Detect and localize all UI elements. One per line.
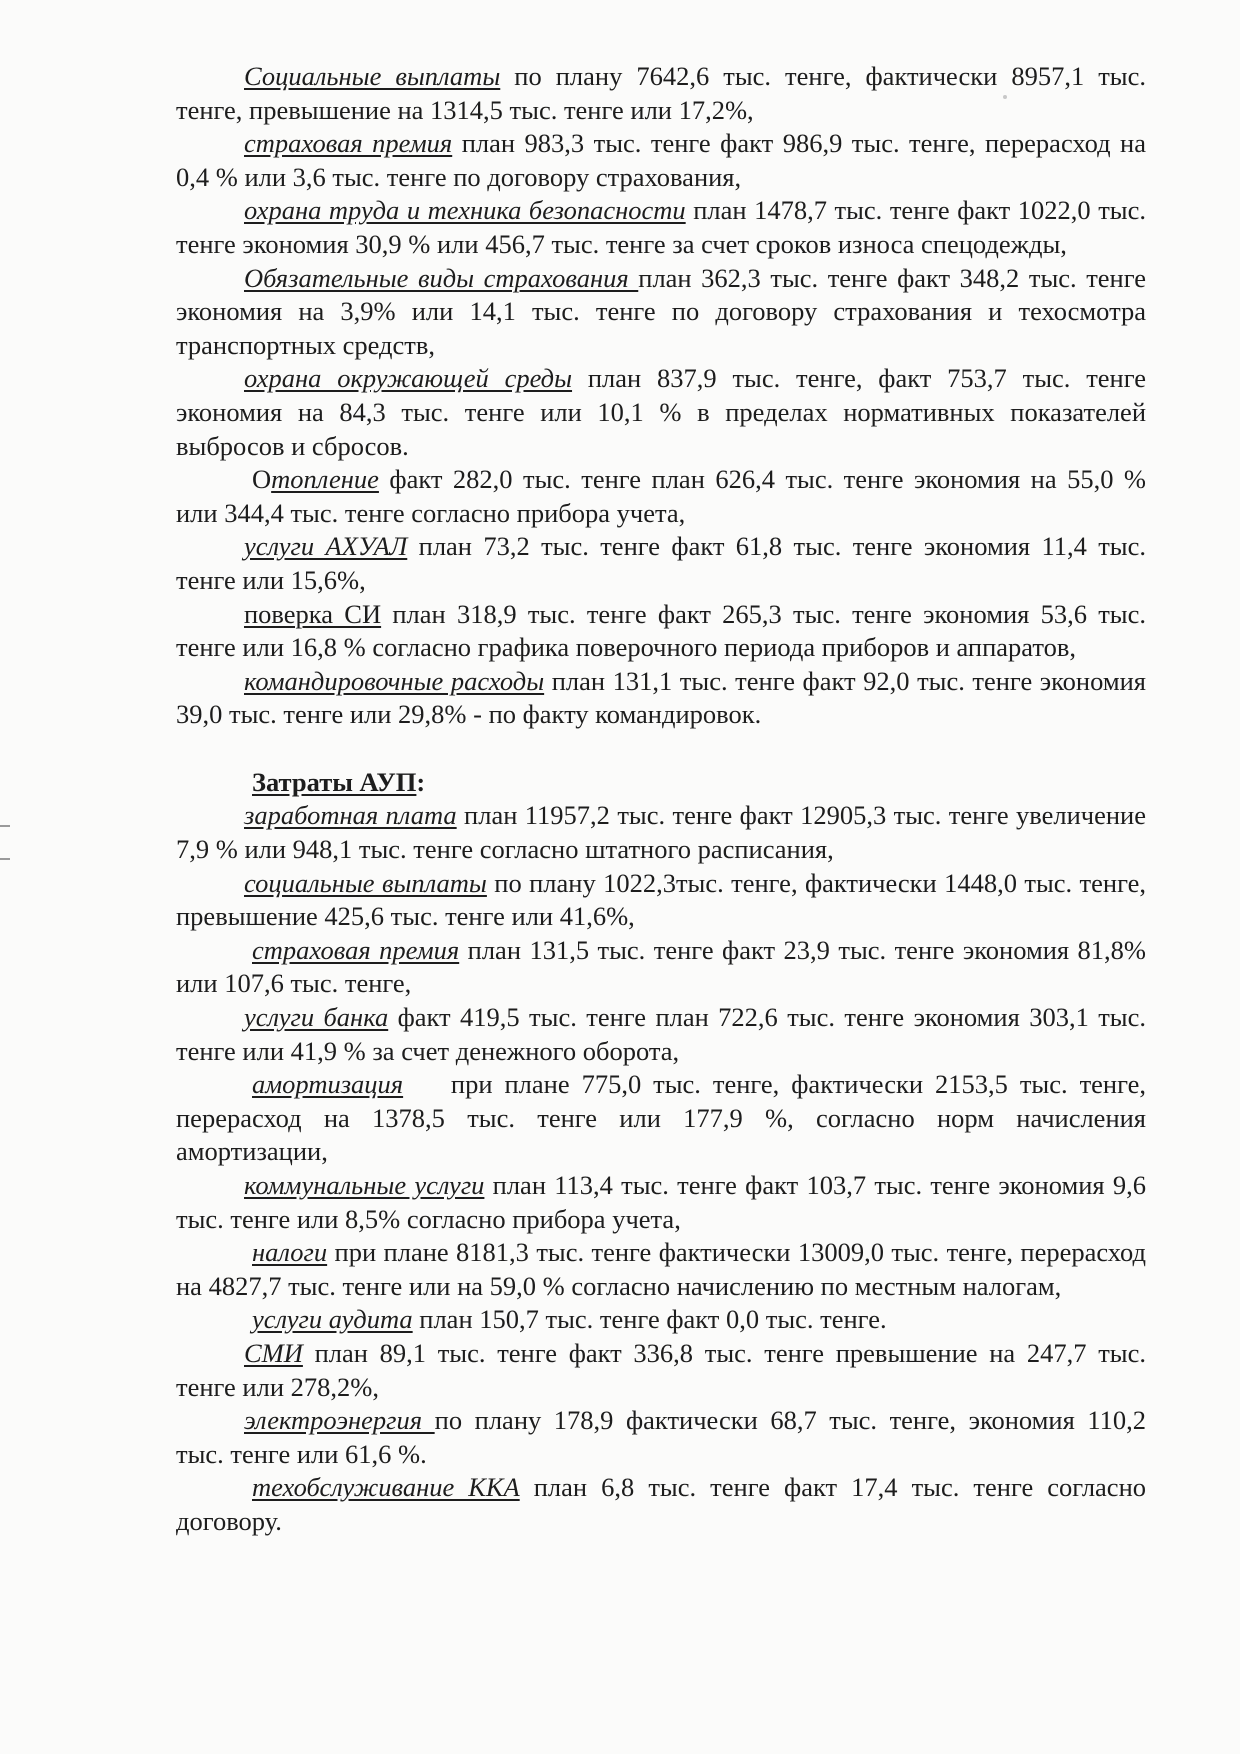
scan-edge-mark	[0, 858, 10, 860]
document-body	[176, 60, 1153, 1539]
item-label: услуги аудита	[252, 1304, 413, 1335]
item-text: план 1478,7 тыс. тенге факт 1022,0 тыс. тенге экономия 30,9 % или 456,7 тыс. тенге за счет сроков износа спецодежды,	[176, 195, 1146, 259]
item-text: план 113,4 тыс. тенге факт 103,7 тыс. тенге экономия 9,6 тыс. тенге или 8,5% согласно прибора учета,	[176, 1170, 1146, 1234]
item-label: коммунальные услуги	[244, 1170, 485, 1200]
item-label: страховая премия	[244, 128, 453, 159]
paragraph-mandatory-insurance	[176, 262, 1146, 363]
item-label: услуги АХУАЛ	[244, 531, 408, 562]
section-gap	[176, 732, 1146, 766]
paragraph-media	[176, 1337, 1146, 1404]
item-text: план 131,5 тыс. тенге факт 23,9 тыс. тенге экономия 81,8% или 107,6 тыс. тенге,	[176, 934, 1146, 999]
paragraph-electricity	[176, 1404, 1146, 1471]
item-label: Социальные выплаты	[244, 61, 501, 91]
paragraph-audit-services	[176, 1303, 1146, 1337]
item-label: СМИ	[244, 1337, 303, 1368]
paragraph-social-payments	[176, 60, 1146, 127]
item-text: план 89,1 тыс. тенге факт 336,8 тыс. тенге превышение на 247,7 тыс. тенге или 278,2%,	[176, 1337, 1146, 1402]
paragraph-taxes	[176, 1236, 1146, 1303]
item-text: по плану 1022,3тыс. тенге, фактически 1448,0 тыс. тенге, превышение 425,6 тыс. тенге или 41,6%,	[176, 867, 1146, 932]
item-label: поверка СИ	[244, 598, 382, 629]
item-label: заработная плата	[244, 800, 457, 831]
section-heading	[176, 766, 1146, 800]
item-label: страховая премия	[252, 934, 460, 965]
item-text: план 318,9 тыс. тенге факт 265,3 тыс. тенге экономия 53,6 тыс. тенге или 16,8 % согласно графика поверочного периода приборов и аппаратов,	[176, 598, 1146, 663]
paragraph-salary	[176, 799, 1146, 866]
paragraph-kka-maintenance	[176, 1471, 1146, 1538]
item-text: при плане 8181,3 тыс. тенге фактически 13009,0 тыс. тенге, перерасход на 4827,7 тыс. тенге или на 59,0 % согласно начислению по местным налогам,	[176, 1237, 1146, 1301]
paragraph-verification	[176, 598, 1146, 665]
item-text: факт 419,5 тыс. тенге план 722,6 тыс. тенге экономия 303,1 тыс. тенге или 41,9 % за счет денежного оборота,	[176, 1002, 1146, 1066]
item-label: техобслуживание ККА	[252, 1472, 520, 1503]
item-text: факт 282,0 тыс. тенге план 626,4 тыс. тенге экономия на 55,0 % или 344,4 тыс. тенге согласно прибора учета,	[176, 464, 1146, 528]
item-text: при плане 775,0 тыс. тенге, фактически 2153,5 тыс. тенге, перерасход на 1378,5 тыс. тенге или 177,9 %, согласно норм начисления амортизации,	[176, 1069, 1153, 1167]
item-label: охрана окружающей среды	[244, 363, 573, 394]
scan-edge-mark	[0, 825, 10, 827]
paragraph-ahual-services	[176, 530, 1146, 597]
item-text: план 983,3 тыс. тенге факт 986,9 тыс. тенге, перерасход на 0,4 % или 3,6 тыс. тенге по договору страхования,	[176, 128, 1146, 192]
item-label: амортизация	[252, 1069, 404, 1100]
paragraph-utilities	[176, 1169, 1146, 1236]
item-text: план 131,1 тыс. тенге факт 92,0 тыс. тенге экономия 39,0 тыс. тенге или 29,8% - по факту командировок.	[176, 665, 1146, 730]
item-label: электроэнергия	[244, 1405, 435, 1436]
paragraph-labor-safety	[176, 194, 1146, 261]
item-text: план 837,9 тыс. тенге, факт 753,7 тыс. тенге экономия на 84,3 тыс. тенге или 10,1 % в пределах нормативных показателей выбросов и сбросов.	[176, 363, 1147, 461]
item-text: по плану 7642,6 тыс. тенге, фактически 8957,1 тыс. тенге, превышение на 1314,5 тыс. тенге или 17,2%,	[176, 61, 1146, 125]
item-prefix: О	[252, 464, 272, 495]
paragraph-environment	[176, 362, 1146, 463]
paragraph-social-payments-aup	[176, 867, 1146, 934]
item-label: Обязательные виды страхования	[244, 262, 639, 293]
paragraph-insurance-premium	[176, 127, 1146, 194]
heading-title: Затраты АУП	[252, 766, 417, 797]
item-text: план 73,2 тыс. тенге факт 61,8 тыс. тенге экономия 11,4 тыс. тенге или 15,6%,	[176, 531, 1146, 595]
item-text: по плану 178,9 фактически 68,7 тыс. тенге, экономия 110,2 тыс. тенге или 61,6 %.	[176, 1405, 1146, 1469]
paragraph-travel-expenses	[176, 665, 1146, 732]
item-label: топление	[271, 464, 379, 495]
item-text: план 11957,2 тыс. тенге факт 12905,3 тыс. тенге увеличение 7,9 % или 948,1 тыс. тенге согласно штатного расписания,	[176, 800, 1146, 865]
item-label: охрана труда и техника безопасности	[244, 195, 686, 226]
item-label: услуги банка	[244, 1002, 389, 1033]
paragraph-insurance-premium-aup	[176, 934, 1146, 1001]
paragraph-heating	[176, 463, 1146, 530]
heading-suffix: :	[416, 766, 426, 797]
paragraph-depreciation	[176, 1068, 1153, 1169]
item-label: налоги	[252, 1237, 328, 1268]
item-text: план 362,3 тыс. тенге факт 348,2 тыс. тенге экономия на 3,9% или 14,1 тыс. тенге по договору страхования и техосмотра транспортных средств,	[176, 262, 1146, 360]
item-text: план 150,7 тыс. тенге факт 0,0 тыс. тенге.	[412, 1304, 887, 1335]
item-label: командировочные расходы	[244, 665, 545, 696]
item-text: план 6,8 тыс. тенге факт 17,4 тыс. тенге согласно договору.	[176, 1472, 1146, 1536]
item-label: социальные выплаты	[244, 867, 487, 898]
paragraph-bank-services	[176, 1001, 1146, 1068]
